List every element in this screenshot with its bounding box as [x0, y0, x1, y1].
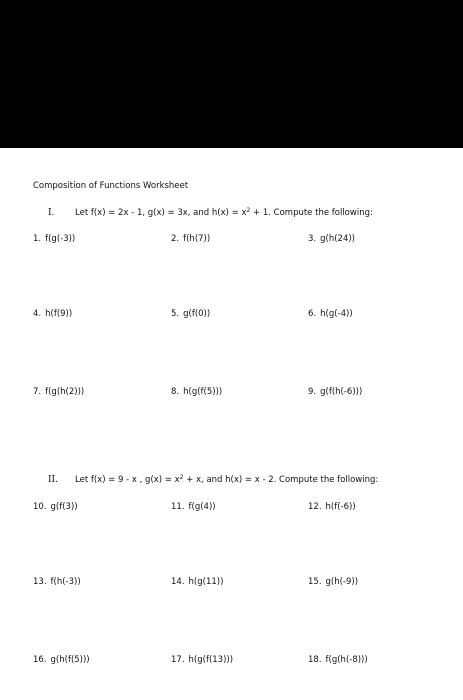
problem-1: 1. f(g(-3)) — [33, 234, 76, 244]
problem-17: 17. h(g(f(13))) — [171, 655, 234, 665]
problem-7: 7. f(g(h(2))) — [33, 387, 85, 397]
section-2-numeral: II. — [48, 475, 58, 485]
problem-6: 6. h(g(-4)) — [308, 309, 353, 319]
problem-8: 8. h(g(f(5))) — [171, 387, 223, 397]
problem-13: 13. f(h(-3)) — [33, 577, 81, 587]
problem-9: 9. g(f(h(-6))) — [308, 387, 363, 397]
problem-2: 2. f(h(7)) — [171, 234, 211, 244]
worksheet-title: Composition of Functions Worksheet — [33, 181, 189, 191]
problem-12: 12. h(f(-6)) — [308, 502, 356, 512]
problem-15: 15. g(h(-9)) — [308, 577, 359, 587]
section-2-instruction: Let f(x) = 9 - x , $g(x) = x^2 + x$, and h(x) = x - 2. Compute the following: — [75, 474, 379, 485]
problem-16: 16. g(h(f(5))) — [33, 655, 90, 665]
problem-3: 3. g(h(24)) — [308, 234, 355, 244]
problem-5: 5. g(f(0)) — [171, 309, 211, 319]
section-1-numeral: I. — [48, 208, 55, 218]
problem-11: 11. f(g(4)) — [171, 502, 216, 512]
problem-4: 4. h(f(9)) — [33, 309, 73, 319]
problem-18: 18. f(g(h(-8))) — [308, 655, 368, 665]
section-1-instruction: Let f(x) = 2x - 1, g(x) = 3x, and $h(x) = x^2 + 1$. Compute the following: — [75, 207, 373, 218]
black-top-bar — [0, 0, 463, 148]
problem-10: 10. g(f(3)) — [33, 502, 78, 512]
worksheet-page — [0, 148, 463, 700]
problem-14: 14. h(g(11)) — [171, 577, 224, 587]
